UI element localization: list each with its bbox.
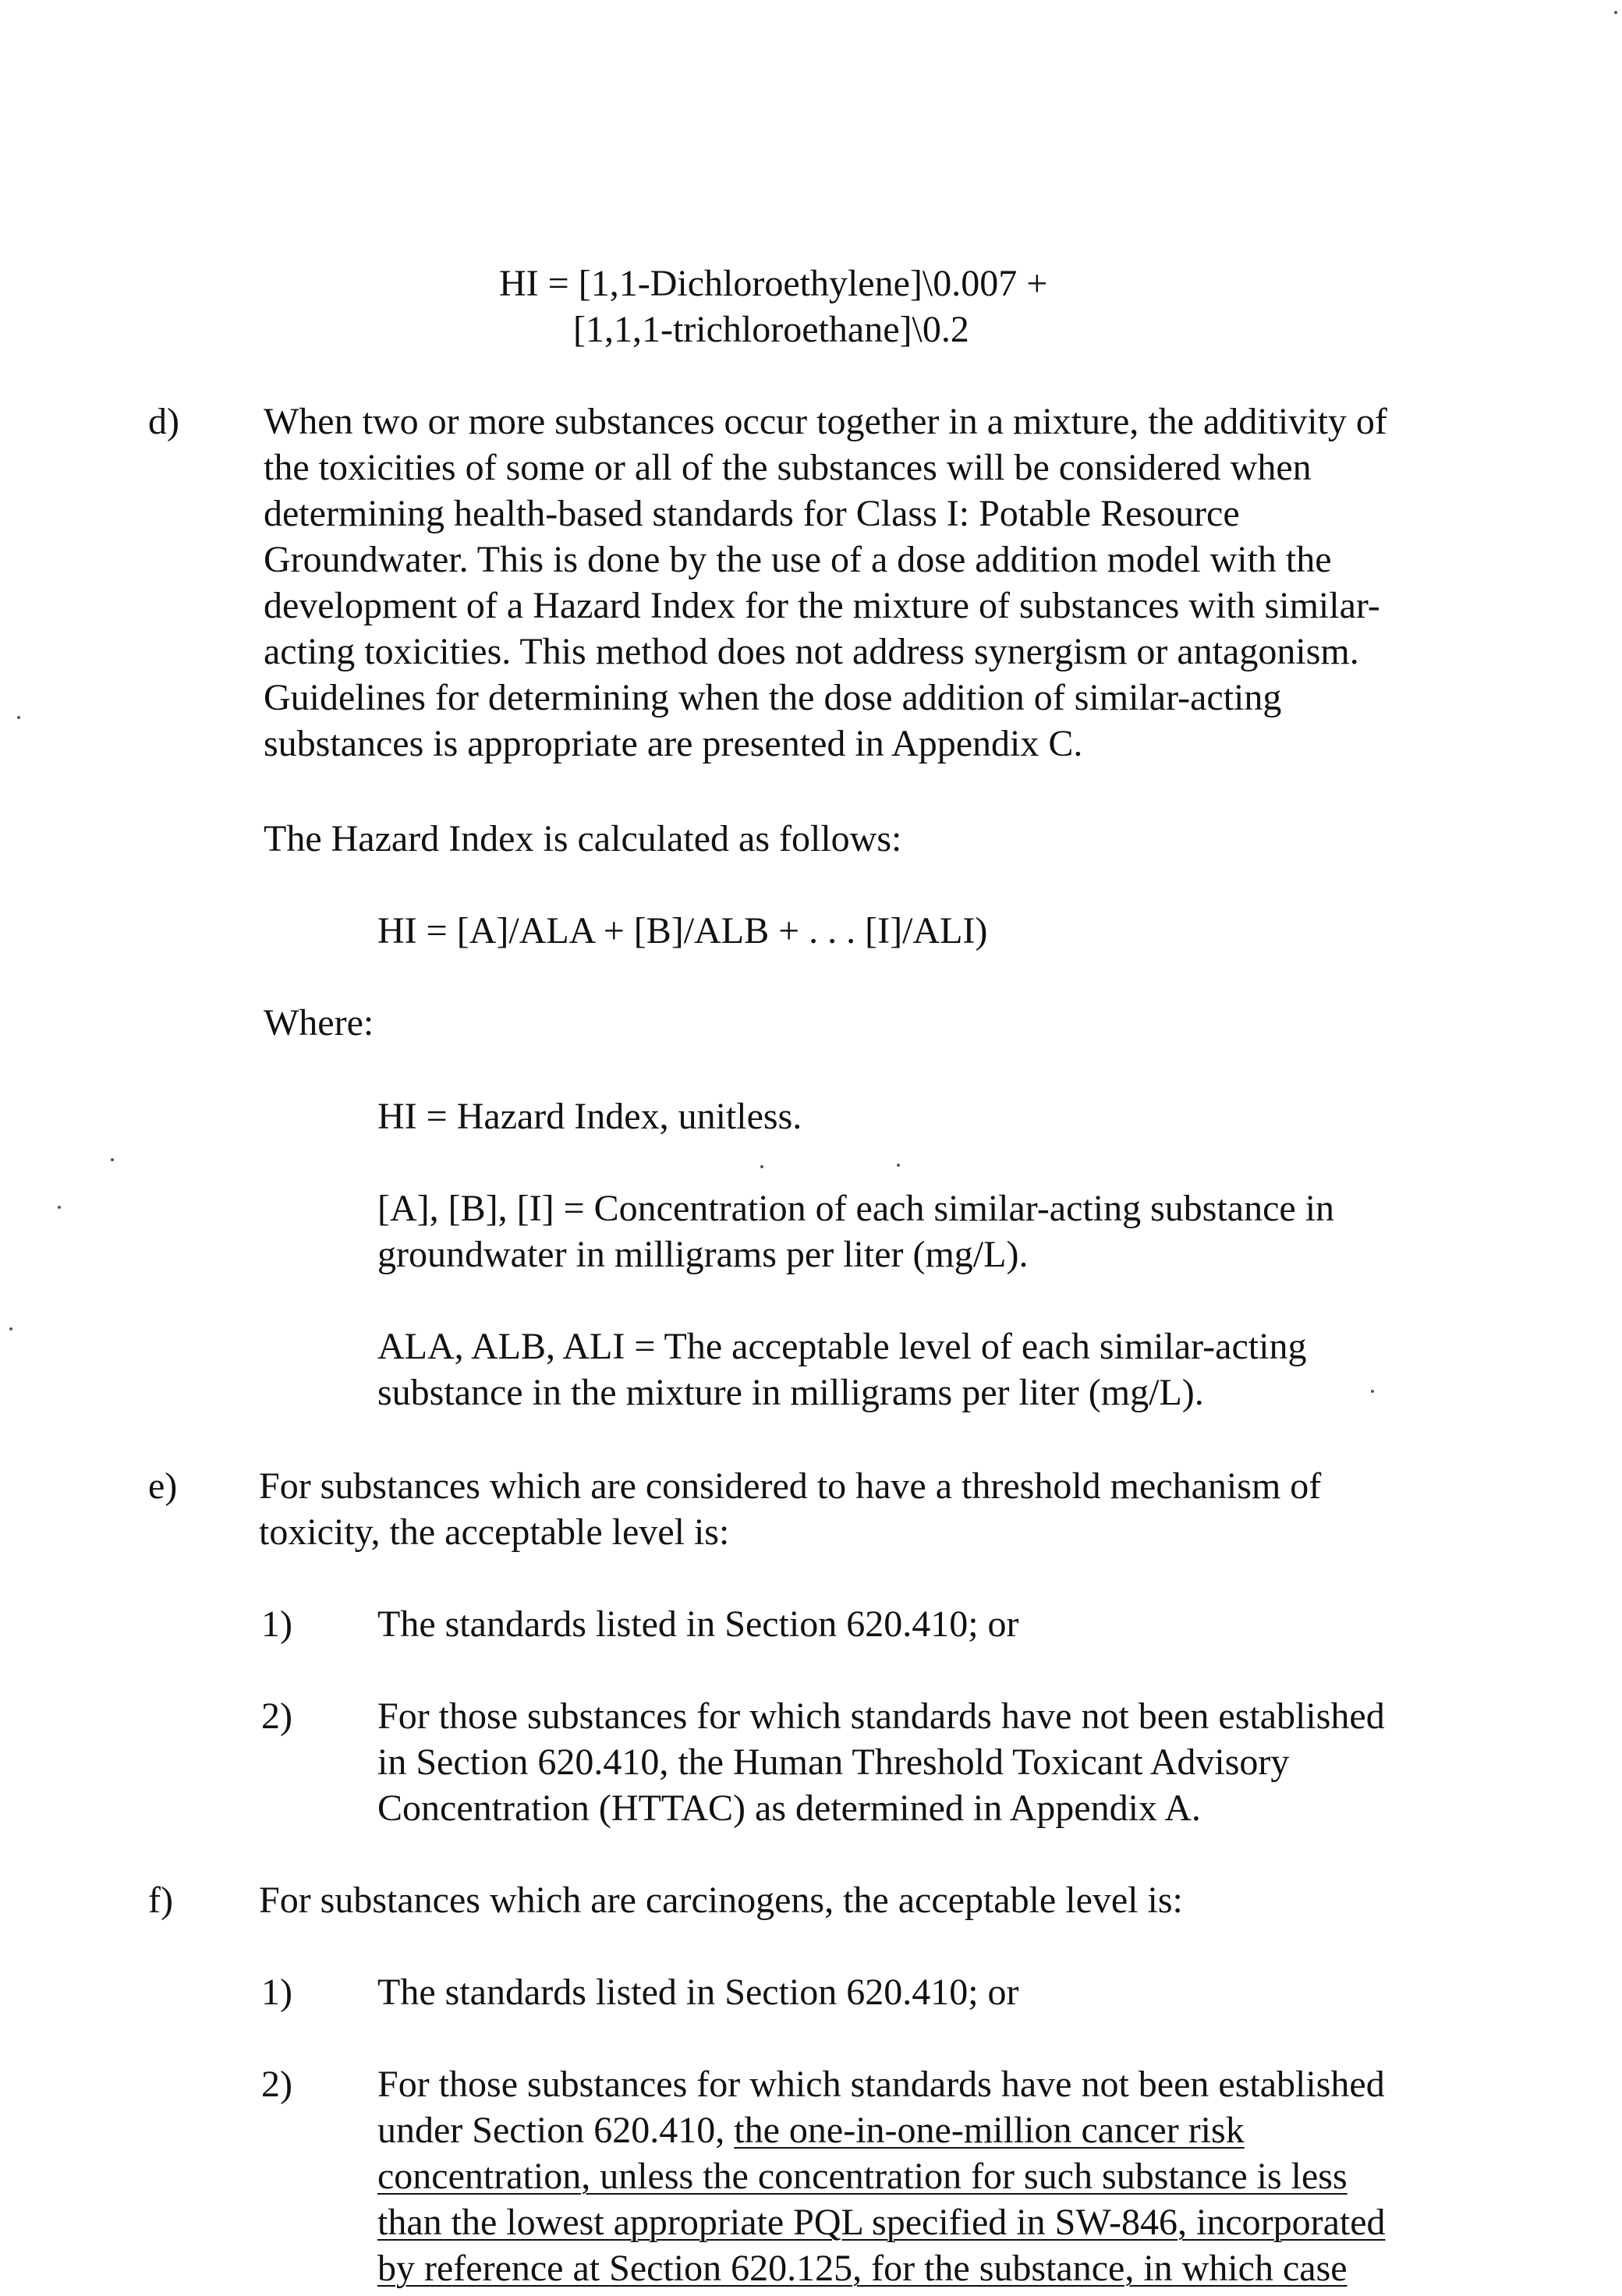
section-d-line: Groundwater. This is done by the use of a dose addition model with the bbox=[264, 539, 1332, 580]
scan-speck bbox=[897, 1164, 900, 1167]
formula-top-line1: HI = [1,1-Dichloroethylene]\0.007 + bbox=[499, 263, 1048, 304]
amended-text: by reference at Section 620.125, for the substance, in which case bbox=[377, 2248, 1348, 2289]
scan-speck bbox=[58, 1206, 61, 1209]
section-f-item-label: 2) bbox=[261, 2064, 292, 2105]
section-e-item-text: The standards listed in Section 620.410; or bbox=[377, 1603, 1019, 1645]
scan-speck bbox=[1614, 11, 1617, 14]
section-f-item-text: For those substances for which standards have not been established bbox=[377, 2064, 1385, 2105]
section-e-label: e) bbox=[148, 1465, 178, 1507]
plain-text: under Section 620.410, bbox=[377, 2110, 735, 2151]
scan-speck bbox=[9, 1327, 12, 1330]
section-f-line: For substances which are carcinogens, the acceptable level is: bbox=[259, 1880, 1183, 1921]
definition-concentration: [A], [B], [I] = Concentration of each similar-acting substance in bbox=[377, 1188, 1335, 1229]
section-e-item-text: For those substances for which standards have not been established bbox=[377, 1695, 1385, 1737]
scan-speck bbox=[1371, 1390, 1374, 1393]
definition-acceptable-level: ALA, ALB, ALI = The acceptable level of each similar-acting bbox=[377, 1326, 1307, 1367]
where-label: Where: bbox=[264, 1002, 374, 1043]
section-e-item-text: in Section 620.410, the Human Threshold Toxicant Advisory bbox=[377, 1741, 1290, 1783]
section-e-line: For substances which are considered to have a threshold mechanism of bbox=[259, 1465, 1322, 1507]
section-d-line: Guidelines for determining when the dose addition of similar-acting bbox=[264, 677, 1282, 718]
section-e-item-label: 2) bbox=[261, 1695, 292, 1737]
section-f-item-text: The standards listed in Section 620.410; or bbox=[377, 1972, 1019, 2013]
section-f-item-label: 1) bbox=[261, 1972, 292, 2013]
scan-speck bbox=[17, 716, 20, 719]
section-d-label: d) bbox=[148, 401, 179, 442]
definition-acceptable-level: substance in the mixture in milligrams per liter (mg/L). bbox=[377, 1372, 1204, 1413]
hazard-index-formula: HI = [A]/ALA + [B]/ALB + . . . [I]/ALI) bbox=[377, 910, 988, 951]
definition-concentration: groundwater in milligrams per liter (mg/L). bbox=[377, 1234, 1029, 1275]
formula-top-line2: [1,1,1-trichloroethane]\0.2 bbox=[573, 309, 969, 350]
section-d-line: determining health-based standards for Class I: Potable Resource bbox=[264, 493, 1240, 534]
section-d-line: the toxicities of some or all of the substances will be considered when bbox=[264, 447, 1312, 488]
scan-speck bbox=[111, 1158, 114, 1161]
definition-hi: HI = Hazard Index, unitless. bbox=[377, 1096, 802, 1137]
scan-speck bbox=[760, 1165, 763, 1168]
amended-text: the one-in-one-million cancer risk bbox=[734, 2110, 1245, 2151]
section-d-line: substances is appropriate are presented in Appendix C. bbox=[264, 723, 1083, 764]
section-f-item-text bbox=[377, 2107, 1245, 2153]
amended-text: concentration, unless the concentration for such substance is less bbox=[377, 2156, 1348, 2197]
section-e-item-text: Concentration (HTTAC) as determined in Appendix A. bbox=[377, 1788, 1201, 1829]
section-e-item-label: 1) bbox=[261, 1603, 292, 1645]
section-e-line: toxicity, the acceptable level is: bbox=[259, 1511, 730, 1553]
section-f-label: f) bbox=[148, 1880, 173, 1921]
section-d-line: acting toxicities. This method does not address synergism or antagonism. bbox=[264, 631, 1359, 672]
section-d-line: development of a Hazard Index for the mixture of substances with similar- bbox=[264, 585, 1380, 626]
hazard-index-intro: The Hazard Index is calculated as follows: bbox=[264, 818, 902, 859]
amended-text: than the lowest appropriate PQL specified in SW-846, incorporated bbox=[377, 2202, 1386, 2243]
section-d-line: When two or more substances occur together in a mixture, the additivity of bbox=[264, 401, 1387, 442]
